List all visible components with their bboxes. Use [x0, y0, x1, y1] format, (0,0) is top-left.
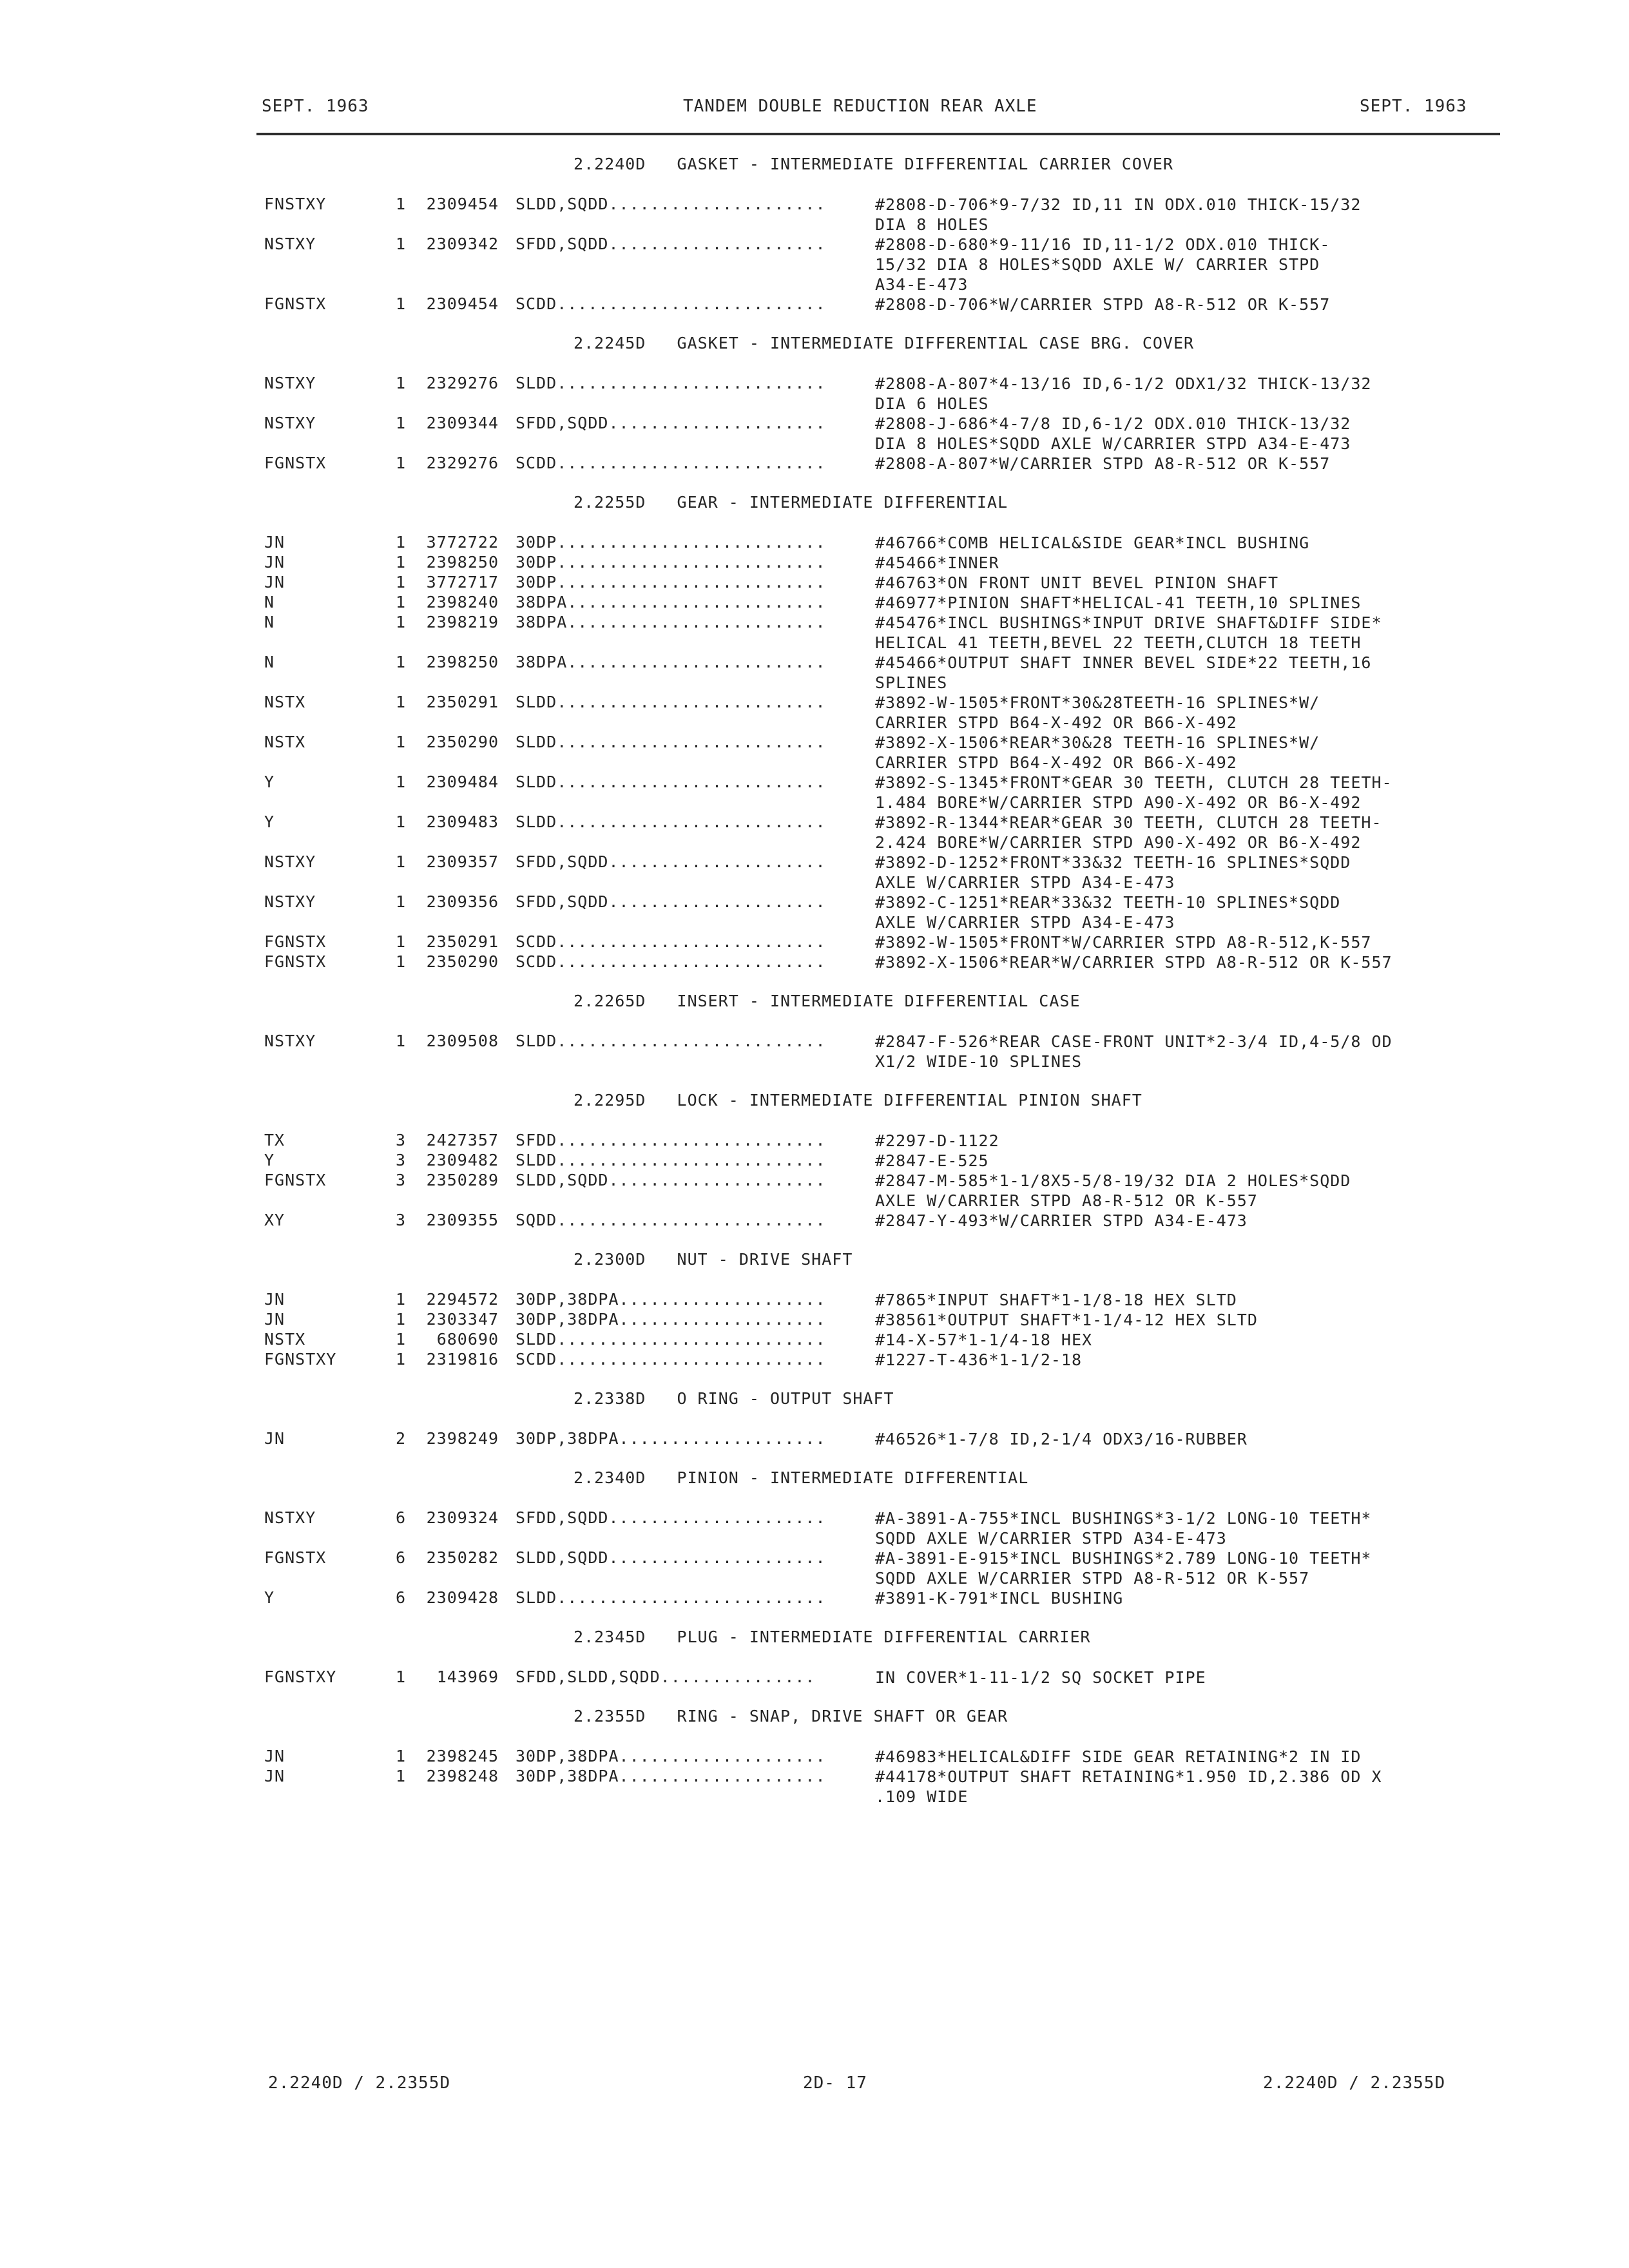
- part-description: [875, 1429, 1507, 1449]
- footer-range-right: 2.2240D / 2.2355D: [1263, 2073, 1446, 2093]
- section-title: 2.2340D PINION - INTERMEDIATE DIFFERENTIAL: [574, 1468, 1029, 1487]
- quantity: 1: [395, 653, 406, 671]
- description-line: #2808-D-706*9-7/32 ID,11 IN ODX.010 THICK-15/32: [875, 195, 1362, 214]
- description-line: 15/32 DIA 8 HOLES*SQDD AXLE W/ CARRIER STPD: [875, 255, 1320, 274]
- model-codes: JN: [264, 1747, 285, 1765]
- part-description: [875, 1548, 1507, 1588]
- axle-usage: SFDD,SQDD.....................: [516, 235, 826, 253]
- quantity: 1: [395, 613, 406, 631]
- part-number: 3772722: [426, 533, 499, 552]
- axle-usage: 30DP,38DPA....................: [516, 1767, 826, 1785]
- part-description: [875, 852, 1507, 892]
- description-line: #2808-D-706*W/CARRIER STPD A8-R-512 OR K-557: [875, 295, 1331, 314]
- part-description: [875, 1508, 1507, 1548]
- model-codes: TX: [264, 1131, 285, 1149]
- axle-usage: SLDD..........................: [516, 1032, 826, 1050]
- axle-usage: SLDD..........................: [516, 374, 826, 392]
- part-description: [875, 1588, 1507, 1608]
- quantity: 1: [395, 374, 406, 392]
- description-line: #3892-X-1506*REAR*30&28 TEETH-16 SPLINES*W/: [875, 733, 1320, 752]
- axle-usage: SQDD..........................: [516, 1211, 826, 1229]
- header-rule: [256, 133, 1500, 135]
- axle-usage: SLDD,SQDD.....................: [516, 195, 826, 213]
- part-description: [875, 952, 1507, 972]
- description-line: CARRIER STPD B64-X-492 OR B66-X-492: [875, 753, 1237, 772]
- description-line: #3892-C-1251*REAR*33&32 TEETH-10 SPLINES*SQDD: [875, 893, 1341, 912]
- part-number: 2319816: [426, 1350, 499, 1369]
- quantity: 3: [395, 1131, 406, 1149]
- quantity: 1: [395, 952, 406, 971]
- model-codes: FGNSTX: [264, 454, 327, 472]
- quantity: 6: [395, 1588, 406, 1607]
- model-codes: JN: [264, 573, 285, 591]
- part-description: [875, 1151, 1507, 1171]
- quantity: 3: [395, 1171, 406, 1189]
- model-codes: Y: [264, 1588, 275, 1607]
- axle-usage: SLDD,SQDD.....................: [516, 1171, 826, 1189]
- model-codes: NSTXY: [264, 852, 316, 871]
- section-title: 2.2265D INSERT - INTERMEDIATE DIFFERENTIAL CASE: [574, 992, 1081, 1010]
- part-description: [875, 1171, 1507, 1211]
- part-number: 2427357: [426, 1131, 499, 1149]
- part-number: 2398245: [426, 1747, 499, 1765]
- quantity: 1: [395, 1330, 406, 1349]
- part-description: [875, 1310, 1507, 1330]
- part-number: 2398219: [426, 613, 499, 631]
- description-line: #2808-A-807*4-13/16 ID,6-1/2 ODX1/32 THICK-13/32: [875, 374, 1372, 393]
- description-line: #45476*INCL BUSHINGS*INPUT DRIVE SHAFT&DIFF SIDE*: [875, 613, 1382, 632]
- axle-usage: 30DP,38DPA....................: [516, 1290, 826, 1309]
- part-number: 2309428: [426, 1588, 499, 1607]
- description-line: #3892-R-1344*REAR*GEAR 30 TEETH, CLUTCH 28 TEETH-: [875, 813, 1382, 832]
- description-line: X1/2 WIDE-10 SPLINES: [875, 1052, 1083, 1071]
- part-description: [875, 573, 1507, 593]
- model-codes: Y: [264, 1151, 275, 1169]
- description-line: 1.484 BORE*W/CARRIER STPD A90-X-492 OR B6-X-492: [875, 793, 1362, 812]
- description-line: 2.424 BORE*W/CARRIER STPD A90-X-492 OR B6-X-492: [875, 833, 1362, 852]
- axle-usage: SLDD..........................: [516, 812, 826, 831]
- model-codes: NSTXY: [264, 235, 316, 253]
- description-line: #2297-D-1122: [875, 1131, 999, 1150]
- part-description: [875, 1667, 1507, 1687]
- axle-usage: 30DP..........................: [516, 553, 826, 572]
- axle-usage: SCDD..........................: [516, 294, 826, 313]
- part-description: [875, 374, 1507, 414]
- axle-usage: SCDD..........................: [516, 952, 826, 971]
- model-codes: NSTX: [264, 1330, 306, 1349]
- description-line: #45466*OUTPUT SHAFT INNER BEVEL SIDE*22 TEETH,16: [875, 653, 1372, 672]
- quantity: 1: [395, 693, 406, 711]
- model-codes: NSTX: [264, 733, 306, 751]
- axle-usage: SLDD..........................: [516, 773, 826, 791]
- part-number: 2329276: [426, 454, 499, 472]
- part-description: [875, 553, 1507, 573]
- model-codes: NSTX: [264, 693, 306, 711]
- quantity: 1: [395, 414, 406, 432]
- model-codes: NSTXY: [264, 414, 316, 432]
- axle-usage: SFDD,SQDD.....................: [516, 414, 826, 432]
- quantity: 1: [395, 733, 406, 751]
- axle-usage: SLDD..........................: [516, 733, 826, 751]
- part-description: [875, 892, 1507, 932]
- quantity: 1: [395, 553, 406, 572]
- part-number: 2398240: [426, 593, 499, 611]
- part-description: [875, 653, 1507, 693]
- axle-usage: SFDD..........................: [516, 1131, 826, 1149]
- quantity: 1: [395, 235, 406, 253]
- description-line: IN COVER*1-11-1/2 SQ SOCKET PIPE: [875, 1668, 1206, 1687]
- description-line: #3892-D-1252*FRONT*33&32 TEETH-16 SPLINES*SQDD: [875, 853, 1351, 872]
- part-description: [875, 1211, 1507, 1231]
- part-number: 2398250: [426, 553, 499, 572]
- quantity: 1: [395, 1310, 406, 1329]
- description-line: DIA 6 HOLES: [875, 394, 989, 413]
- quantity: 1: [395, 1747, 406, 1765]
- model-codes: JN: [264, 553, 285, 572]
- section-title: 2.2345D PLUG - INTERMEDIATE DIFFERENTIAL CARRIER: [574, 1628, 1091, 1646]
- part-description: [875, 533, 1507, 553]
- model-codes: FGNSTX: [264, 1548, 327, 1567]
- part-number: 2309482: [426, 1151, 499, 1169]
- model-codes: FGNSTXY: [264, 1667, 337, 1686]
- part-description: [875, 235, 1507, 294]
- part-description: [875, 1131, 1507, 1151]
- part-number: 2350291: [426, 932, 499, 951]
- part-number: 2329276: [426, 374, 499, 392]
- axle-usage: 38DPA.........................: [516, 613, 826, 631]
- model-codes: NSTXY: [264, 892, 316, 911]
- description-line: #2847-E-525: [875, 1151, 989, 1170]
- part-number: 2350291: [426, 693, 499, 711]
- description-line: HELICAL 41 TEETH,BEVEL 22 TEETH,CLUTCH 18 TEETH: [875, 633, 1362, 652]
- description-line: #14-X-57*1-1/4-18 HEX: [875, 1331, 1093, 1349]
- axle-usage: 38DPA.........................: [516, 593, 826, 611]
- description-line: #A-3891-A-755*INCL BUSHINGS*3-1/2 LONG-10 TEETH*: [875, 1509, 1372, 1528]
- part-number: 2309454: [426, 294, 499, 313]
- description-line: #3892-S-1345*FRONT*GEAR 30 TEETH, CLUTCH 28 TEETH-: [875, 773, 1393, 792]
- quantity: 1: [395, 892, 406, 911]
- description-line: #38561*OUTPUT SHAFT*1-1/4-12 HEX SLTD: [875, 1311, 1258, 1329]
- model-codes: JN: [264, 1290, 285, 1309]
- model-codes: JN: [264, 1310, 285, 1329]
- model-codes: FGNSTX: [264, 932, 327, 951]
- quantity: 6: [395, 1508, 406, 1527]
- part-number: 2309454: [426, 195, 499, 213]
- axle-usage: SCDD..........................: [516, 454, 826, 472]
- description-line: #2847-M-585*1-1/8X5-5/8-19/32 DIA 2 HOLES*SQDD: [875, 1171, 1351, 1190]
- part-number: 2309508: [426, 1032, 499, 1050]
- part-number: 2350289: [426, 1171, 499, 1189]
- part-number: 2309344: [426, 414, 499, 432]
- axle-usage: SLDD,SQDD.....................: [516, 1548, 826, 1567]
- description-line: .109 WIDE: [875, 1787, 969, 1806]
- header-date-right: SEPT. 1963: [1360, 97, 1467, 116]
- part-number: 2350282: [426, 1548, 499, 1567]
- description-line: AXLE W/CARRIER STPD A34-E-473: [875, 873, 1175, 892]
- part-number: 2398248: [426, 1767, 499, 1785]
- part-description: [875, 454, 1507, 474]
- page-header: [0, 0, 1629, 137]
- part-description: [875, 1032, 1507, 1072]
- axle-usage: 30DP,38DPA....................: [516, 1310, 826, 1329]
- part-description: [875, 414, 1507, 454]
- axle-usage: SLDD..........................: [516, 1151, 826, 1169]
- description-line: #1227-T-436*1-1/2-18: [875, 1350, 1083, 1369]
- part-number: 2350290: [426, 733, 499, 751]
- description-line: #7865*INPUT SHAFT*1-1/8-18 HEX SLTD: [875, 1291, 1237, 1309]
- section-title: 2.2300D NUT - DRIVE SHAFT: [574, 1250, 853, 1269]
- description-line: #3891-K-791*INCL BUSHING: [875, 1589, 1124, 1608]
- axle-usage: 30DP..........................: [516, 533, 826, 552]
- page-number: 2D- 17: [803, 2073, 867, 2093]
- description-line: #2808-J-686*4-7/8 ID,6-1/2 ODX.010 THICK-13/32: [875, 414, 1351, 433]
- description-line: #A-3891-E-915*INCL BUSHINGS*2.789 LONG-10 TEETH*: [875, 1549, 1372, 1568]
- part-number: 143969: [436, 1667, 499, 1686]
- quantity: 1: [395, 195, 406, 213]
- axle-usage: SCDD..........................: [516, 932, 826, 951]
- description-line: #3892-W-1505*FRONT*30&28TEETH-16 SPLINES*W/: [875, 693, 1320, 712]
- description-line: #3892-W-1505*FRONT*W/CARRIER STPD A8-R-512,K-557: [875, 933, 1372, 952]
- description-line: DIA 8 HOLES*SQDD AXLE W/CARRIER STPD A34-E-473: [875, 434, 1351, 453]
- quantity: 1: [395, 533, 406, 552]
- part-description: [875, 593, 1507, 613]
- part-description: [875, 773, 1507, 812]
- model-codes: FGNSTX: [264, 952, 327, 971]
- part-description: [875, 1350, 1507, 1370]
- header-date-left: SEPT. 1963: [262, 97, 369, 116]
- description-line: SQDD AXLE W/CARRIER STPD A34-E-473: [875, 1529, 1227, 1548]
- axle-usage: SCDD..........................: [516, 1350, 826, 1369]
- quantity: 1: [395, 294, 406, 313]
- description-line: #3892-X-1506*REAR*W/CARRIER STPD A8-R-512 OR K-557: [875, 953, 1393, 972]
- model-codes: FGNSTX: [264, 294, 327, 313]
- model-codes: Y: [264, 773, 275, 791]
- description-line: #2808-D-680*9-11/16 ID,11-1/2 ODX.010 THICK-: [875, 235, 1331, 254]
- quantity: 3: [395, 1151, 406, 1169]
- description-line: AXLE W/CARRIER STPD A34-E-473: [875, 913, 1175, 932]
- description-line: #46983*HELICAL&DIFF SIDE GEAR RETAINING*2 IN ID: [875, 1747, 1362, 1766]
- section-title: 2.2255D GEAR - INTERMEDIATE DIFFERENTIAL: [574, 493, 1008, 512]
- quantity: 1: [395, 852, 406, 871]
- model-codes: JN: [264, 1767, 285, 1785]
- description-line: #46763*ON FRONT UNIT BEVEL PINION SHAFT: [875, 573, 1278, 592]
- part-description: [875, 1747, 1507, 1767]
- model-codes: NSTXY: [264, 374, 316, 392]
- part-description: [875, 1767, 1507, 1807]
- quantity: 1: [395, 1350, 406, 1369]
- section-title: 2.2295D LOCK - INTERMEDIATE DIFFERENTIAL PINION SHAFT: [574, 1091, 1142, 1110]
- model-codes: JN: [264, 533, 285, 552]
- model-codes: NSTXY: [264, 1032, 316, 1050]
- part-description: [875, 1290, 1507, 1310]
- quantity: 1: [395, 812, 406, 831]
- part-description: [875, 613, 1507, 653]
- model-codes: FNSTXY: [264, 195, 327, 213]
- header-title: TANDEM DOUBLE REDUCTION REAR AXLE: [683, 97, 1037, 116]
- quantity: 1: [395, 932, 406, 951]
- section-title: 2.2245D GASKET - INTERMEDIATE DIFFERENTIAL CASE BRG. COVER: [574, 334, 1195, 352]
- description-line: #2808-A-807*W/CARRIER STPD A8-R-512 OR K-557: [875, 454, 1331, 473]
- quantity: 1: [395, 573, 406, 591]
- quantity: 1: [395, 1667, 406, 1686]
- section-title: 2.2355D RING - SNAP, DRIVE SHAFT OR GEAR: [574, 1707, 1008, 1725]
- description-line: CARRIER STPD B64-X-492 OR B66-X-492: [875, 713, 1237, 732]
- part-description: [875, 1330, 1507, 1350]
- quantity: 1: [395, 454, 406, 472]
- part-number: 2294572: [426, 1290, 499, 1309]
- part-number: 2309357: [426, 852, 499, 871]
- description-line: SQDD AXLE W/CARRIER STPD A8-R-512 OR K-557: [875, 1569, 1310, 1588]
- description-line: #45466*INNER: [875, 553, 999, 572]
- quantity: 1: [395, 1290, 406, 1309]
- axle-usage: 38DPA.........................: [516, 653, 826, 671]
- axle-usage: SLDD..........................: [516, 693, 826, 711]
- axle-usage: 30DP,38DPA....................: [516, 1747, 826, 1765]
- description-line: #2847-F-526*REAR CASE-FRONT UNIT*2-3/4 ID,4-5/8 OD: [875, 1032, 1393, 1051]
- part-number: 2309356: [426, 892, 499, 911]
- part-number: 2309483: [426, 812, 499, 831]
- description-line: #46766*COMB HELICAL&SIDE GEAR*INCL BUSHING: [875, 533, 1310, 552]
- description-line: SPLINES: [875, 673, 948, 692]
- model-codes: FGNSTXY: [264, 1350, 337, 1369]
- quantity: 1: [395, 1032, 406, 1050]
- part-number: 3772717: [426, 573, 499, 591]
- part-description: [875, 693, 1507, 733]
- quantity: 2: [395, 1429, 406, 1448]
- quantity: 3: [395, 1211, 406, 1229]
- part-description: [875, 812, 1507, 852]
- part-number: 2309484: [426, 773, 499, 791]
- description-line: #2847-Y-493*W/CARRIER STPD A34-E-473: [875, 1211, 1248, 1230]
- part-number: 2303347: [426, 1310, 499, 1329]
- section-title: 2.2240D GASKET - INTERMEDIATE DIFFERENTIAL CARRIER COVER: [574, 155, 1173, 173]
- axle-usage: SLDD..........................: [516, 1588, 826, 1607]
- part-description: [875, 195, 1507, 235]
- part-number: 2309342: [426, 235, 499, 253]
- axle-usage: SFDD,SQDD.....................: [516, 892, 826, 911]
- axle-usage: SFDD,SQDD.....................: [516, 1508, 826, 1527]
- part-description: [875, 932, 1507, 952]
- part-number: 2398250: [426, 653, 499, 671]
- quantity: 1: [395, 1767, 406, 1785]
- model-codes: NSTXY: [264, 1508, 316, 1527]
- description-line: #46526*1-7/8 ID,2-1/4 ODX3/16-RUBBER: [875, 1430, 1248, 1448]
- description-line: #44178*OUTPUT SHAFT RETAINING*1.950 ID,2.386 OD X: [875, 1767, 1382, 1786]
- model-codes: JN: [264, 1429, 285, 1448]
- model-codes: Y: [264, 812, 275, 831]
- model-codes: XY: [264, 1211, 285, 1229]
- part-description: [875, 294, 1507, 314]
- description-line: AXLE W/CARRIER STPD A8-R-512 OR K-557: [875, 1191, 1258, 1210]
- part-number: 680690: [436, 1330, 499, 1349]
- axle-usage: 30DP,38DPA....................: [516, 1429, 826, 1448]
- quantity: 6: [395, 1548, 406, 1567]
- axle-usage: SLDD..........................: [516, 1330, 826, 1349]
- part-number: 2309324: [426, 1508, 499, 1527]
- quantity: 1: [395, 773, 406, 791]
- model-codes: FGNSTX: [264, 1171, 327, 1189]
- part-number: 2398249: [426, 1429, 499, 1448]
- model-codes: N: [264, 653, 275, 671]
- part-description: [875, 733, 1507, 773]
- description-line: A34-E-473: [875, 275, 969, 294]
- section-title: 2.2338D O RING - OUTPUT SHAFT: [574, 1389, 894, 1408]
- axle-usage: 30DP..........................: [516, 573, 826, 591]
- footer-range-left: 2.2240D / 2.2355D: [268, 2073, 451, 2093]
- description-line: DIA 8 HOLES: [875, 215, 989, 234]
- axle-usage: SFDD,SQDD.....................: [516, 852, 826, 871]
- model-codes: N: [264, 593, 275, 611]
- part-number: 2350290: [426, 952, 499, 971]
- axle-usage: SFDD,SLDD,SQDD...............: [516, 1667, 816, 1686]
- description-line: #46977*PINION SHAFT*HELICAL-41 TEETH,10 SPLINES: [875, 593, 1362, 612]
- model-codes: N: [264, 613, 275, 631]
- part-number: 2309355: [426, 1211, 499, 1229]
- quantity: 1: [395, 593, 406, 611]
